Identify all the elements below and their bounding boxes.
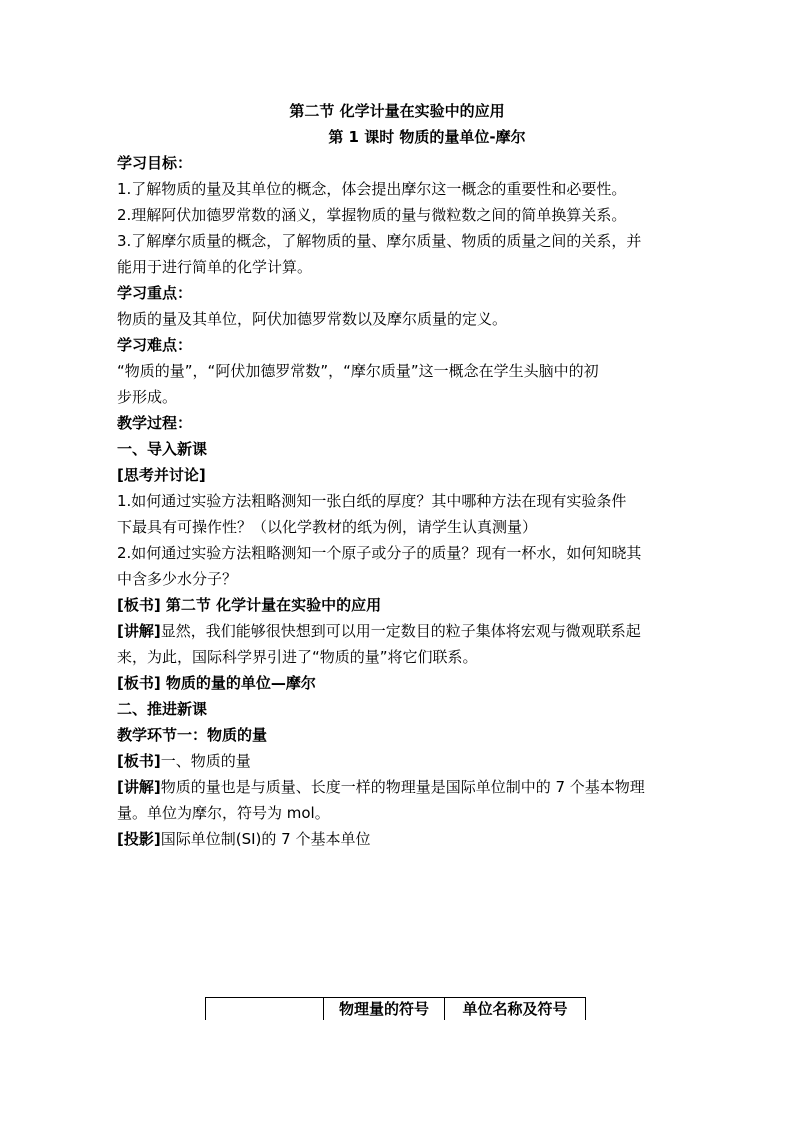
key-points-heading: 学习重点： <box>117 284 193 302</box>
board-3-text: 一、物质的量 <box>160 752 251 770</box>
document-body <box>117 98 677 852</box>
page-subtitle: 第 1 课时 物质的量单位-摩尔 <box>328 128 526 146</box>
question-1-line-2: 下最具有可操作性？（以化学教材的纸为例，请学生认真测量） <box>117 518 538 536</box>
difficulties-heading: 学习难点： <box>117 336 193 354</box>
section-2-heading: 二、推进新课 <box>117 700 208 718</box>
projection-text: 国际单位制(SI)的 7 个基本单位 <box>160 830 371 848</box>
difficulties-line-2: 步形成。 <box>117 388 178 406</box>
board-3-tag: [板书] <box>117 752 161 770</box>
projection-line <box>117 826 677 852</box>
stage-1-heading: 教学环节一：物质的量 <box>117 726 268 744</box>
board-note-2: [板书] 物质的量的单位—摩尔 <box>117 674 316 692</box>
explain-2-line-1 <box>117 774 677 800</box>
question-2-line-2: 中含多少水分子？ <box>117 570 238 588</box>
explain-1-line-1 <box>117 618 677 644</box>
explain-1-text: 显然，我们能够很快想到可以用一定数目的粒子集体将宏观与微观联系起 <box>160 622 641 640</box>
objective-3: 3.了解摩尔质量的概念，了解物质的量、摩尔质量、物质的质量之间的关系，并 <box>117 232 642 250</box>
table-header-cell-symbol: 物理量的符号 <box>324 998 445 1021</box>
table-header-cell-empty <box>206 998 324 1021</box>
explain-2-text: 物质的量也是与质量、长度一样的物理量是国际单位制中的 7 个基本物理 <box>160 778 645 796</box>
objective-1: 1.了解物质的量及其单位的概念，体会提出摩尔这一概念的重要性和必要性。 <box>117 180 627 198</box>
discuss-tag: [思考并讨论] <box>117 466 206 484</box>
objectives-heading: 学习目标： <box>117 154 193 172</box>
page-title: 第二节 化学计量在实验中的应用 <box>289 102 505 120</box>
table-header-cell-unit: 单位名称及符号 <box>445 998 586 1021</box>
explain-2-tag: [讲解] <box>117 778 161 796</box>
table-header-row <box>206 998 586 1021</box>
process-heading: 教学过程： <box>117 414 193 432</box>
section-1-heading: 一、导入新课 <box>117 440 208 458</box>
question-1-line-1: 1.如何通过实验方法粗略测知一张白纸的厚度？其中哪种方法在现有实验条件 <box>117 492 627 510</box>
board-note-3 <box>117 748 677 774</box>
page-bottom-blank <box>0 1020 794 1123</box>
explain-1-line-2: 来，为此，国际科学界引进了“物质的量”将它们联系。 <box>117 648 478 666</box>
objective-3-cont: 能用于进行简单的化学计算。 <box>117 258 313 276</box>
key-points: 物质的量及其单位，阿伏加德罗常数以及摩尔质量的定义。 <box>117 310 508 328</box>
explain-1-tag: [讲解] <box>117 622 161 640</box>
board-note-1: [板书] 第二节 化学计量在实验中的应用 <box>117 596 382 614</box>
objective-2: 2.理解阿伏加德罗常数的涵义，掌握物质的量与微粒数之间的简单换算关系。 <box>117 206 627 224</box>
question-2-line-1: 2.如何通过实验方法粗略测知一个原子或分子的质量？现有一杯水，如何知晓其 <box>117 544 642 562</box>
explain-2-line-2: 量。单位为摩尔，符号为 mol。 <box>117 804 330 822</box>
projection-tag: [投影] <box>117 830 161 848</box>
difficulties-line-1: “物质的量”，“阿伏加德罗常数”，“摩尔质量”这一概念在学生头脑中的初 <box>117 362 599 380</box>
si-units-table <box>205 997 586 1021</box>
